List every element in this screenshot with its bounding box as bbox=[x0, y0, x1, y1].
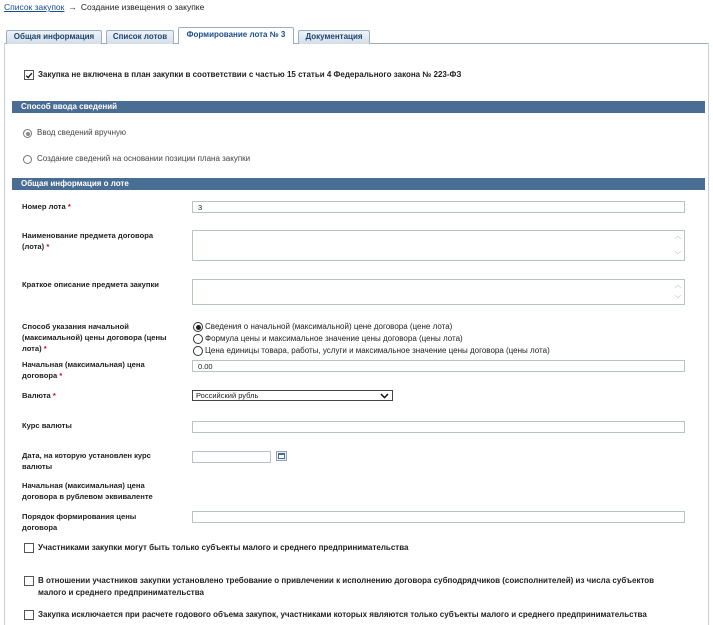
radio-manual-input-label: Ввод сведений вручную bbox=[37, 128, 126, 137]
sme-annual-volume-label: Закупка исключается при расчете годового объема закупок, участниками которых являются только субъекты малого и среднего предпринимательства bbox=[38, 610, 647, 619]
tab-lot-form[interactable]: Формирование лота № 3 bbox=[178, 27, 294, 44]
breadcrumb bbox=[4, 2, 204, 12]
max-price-label: Начальная (максимальная) цена договора * bbox=[22, 360, 145, 380]
rub-price-label: Начальная (максимальная) цена договора в рублевом эквиваленте bbox=[22, 481, 153, 501]
radio-from-plan[interactable] bbox=[23, 155, 32, 164]
section-header-lot-info: Общая информация о лоте bbox=[12, 178, 705, 190]
radio-price-info[interactable] bbox=[193, 322, 203, 332]
contract-subject-textarea[interactable] bbox=[192, 230, 685, 261]
sme-subcontractor-label: В отношении участников закупки установлено требование о привлечении к исполнению договора субподрядчиков (соисполнителей) из числа субъектов малого и среднего предпринимательства bbox=[38, 576, 655, 597]
chevron-down-icon bbox=[380, 393, 389, 399]
radio-price-info-label: Сведения о начальной (максимальной) цене договора (цене лота) bbox=[205, 322, 453, 331]
exchange-rate-input[interactable] bbox=[192, 421, 685, 433]
radio-manual-input[interactable] bbox=[23, 129, 32, 138]
sme-annual-volume-checkbox[interactable] bbox=[24, 610, 34, 620]
section-header-input-method: Способ ввода сведений bbox=[12, 101, 705, 113]
arrow-right-icon: → bbox=[68, 2, 77, 12]
plan-exclusion-checkbox[interactable] bbox=[24, 70, 34, 80]
required-mark: * bbox=[67, 202, 71, 211]
radio-price-formula[interactable] bbox=[193, 334, 203, 344]
textarea-scroll-arrows[interactable] bbox=[673, 232, 683, 260]
sme-only-label: Участниками закупки могут быть только субъекты малого и среднего предпринимательства bbox=[38, 543, 409, 552]
price-method-label: Способ указания начальной (максимальной) цены договора (цены лота) * bbox=[22, 322, 167, 353]
contract-subject-label: Наименование предмета договора (лота) * bbox=[22, 231, 154, 251]
scroll-down-icon: ﹀ bbox=[674, 252, 682, 259]
sme-subcontractor-checkbox[interactable] bbox=[24, 576, 34, 586]
rate-date-input[interactable] bbox=[192, 451, 271, 463]
currency-select-value: Российский рубль bbox=[196, 391, 259, 400]
short-description-label: Краткое описание предмета закупки bbox=[22, 280, 159, 289]
currency-label: Валюта * bbox=[22, 391, 56, 400]
lot-number-label: Номер лота * bbox=[22, 202, 71, 211]
radio-unit-price[interactable] bbox=[193, 346, 203, 356]
radio-from-plan-label: Создание сведений на основании позиции плана закупки bbox=[37, 154, 251, 163]
currency-select[interactable] bbox=[192, 390, 393, 401]
sme-only-checkbox[interactable] bbox=[24, 543, 34, 553]
scroll-up-icon: ︿ bbox=[674, 282, 682, 289]
breadcrumb-current: Создание извещения о закупке bbox=[80, 2, 205, 12]
checkmark-icon bbox=[25, 71, 33, 80]
exchange-rate-label: Курс валюты bbox=[22, 421, 72, 430]
radio-unit-price-label: Цена единицы товара, работы, услуги и максимальное значение цены договора (цены лота) bbox=[205, 346, 550, 355]
breadcrumb-link-purchase-list[interactable]: Список закупок bbox=[4, 2, 65, 12]
textarea-scroll-arrows[interactable] bbox=[673, 281, 683, 304]
tab-documentation[interactable]: Документация bbox=[298, 30, 370, 44]
scroll-down-icon: ﹀ bbox=[674, 296, 682, 303]
scroll-up-icon: ︿ bbox=[674, 233, 682, 240]
price-order-label: Порядок формирования цены договора bbox=[22, 512, 137, 532]
lot-number-input[interactable] bbox=[192, 201, 685, 213]
price-order-input[interactable] bbox=[192, 511, 685, 523]
plan-exclusion-label: Закупка не включена в план закупки в соответствии с частью 15 статьи 4 Федерального закона № 223-ФЗ bbox=[38, 70, 462, 79]
tab-general-info[interactable]: Общая информация bbox=[6, 30, 102, 44]
calendar-icon[interactable] bbox=[276, 451, 287, 461]
radio-price-formula-label: Формула цены и максимальное значение цены договора (цены лота) bbox=[205, 334, 463, 343]
rate-date-label: Дата, на которую установлен курс валюты bbox=[22, 451, 151, 471]
tab-lot-list[interactable]: Список лотов bbox=[106, 30, 174, 44]
max-price-input[interactable] bbox=[192, 360, 685, 372]
short-description-textarea[interactable] bbox=[192, 279, 685, 305]
